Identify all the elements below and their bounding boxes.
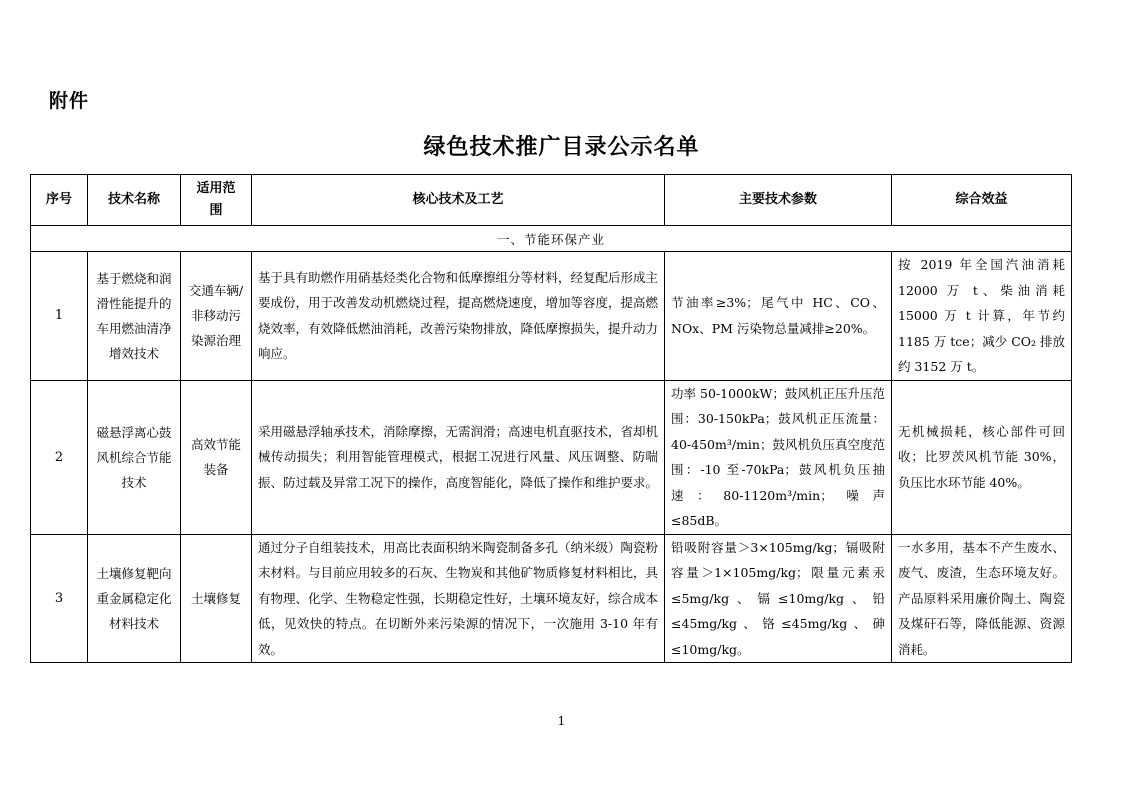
header-name: 技术名称 [88, 175, 181, 226]
core-technology: 采用磁悬浮轴承技术，消除摩擦，无需润滑；高速电机直驱技术，省却机械传动损失；利用智能管理模式，根据工况进行风量、风压调整、防喘振、防过载及异常工况下的操作，高度智能化，降低了操作和维护要求。 [252, 380, 665, 534]
header-no: 序号 [31, 175, 88, 226]
technical-parameters: 功率 50-1000kW；鼓风机正压升压范围：30-150kPa；鼓风机正压流量：40-450m³/min；鼓风机负压真空度范围：-10 至-70kPa；鼓风机负压抽速：80-1120m³/min；噪声≤85dB。 [665, 380, 892, 534]
application-scope: 交通车辆/非移动污染源治理 [181, 252, 252, 381]
core-technology: 通过分子自组装技术，用高比表面积纳米陶瓷制备多孔（纳米级）陶瓷粉末材料。与目前应用较多的石灰、生物炭和其他矿物质修复材料相比，具有物理、化学、生物稳定性强，长期稳定性好，土壤环境友好，综合成本低，见效快的特点。在切断外来污染源的情况下，一次施用 3-10 年有效。 [252, 534, 665, 663]
technical-parameters: 铅吸附容量＞3×105mg/kg；镉吸附容量＞1×105mg/kg；限量元素汞≤5mg/kg、镉≤10mg/kg、铅≤45mg/kg、铬≤45mg/kg、砷≤10mg/kg。 [665, 534, 892, 663]
header-params: 主要技术参数 [665, 175, 892, 226]
table-row [31, 534, 1072, 663]
header-scope: 适用范围 [181, 175, 252, 226]
technical-parameters: 节油率≥3%；尾气中 HC、CO、NOx、PM 污染物总量减排≥20%。 [665, 252, 892, 381]
section-row [31, 226, 1072, 252]
core-technology: 基于具有助燃作用硝基烃类化合物和低摩擦组分等材料，经复配后形成主要成份，用于改善发动机燃烧过程，提高燃烧速度，增加等容度，提高燃烧效率，有效降低燃油消耗，改善污染物排放，降低摩擦损失，提升动力响应。 [252, 252, 665, 381]
page-number: 1 [557, 714, 566, 728]
table-row [31, 252, 1072, 381]
technology-name: 土壤修复靶向重金属稳定化材料技术 [88, 534, 181, 663]
application-scope: 土壤修复 [181, 534, 252, 663]
comprehensive-benefit: 按 2019 年全国汽油消耗 12000 万 t、柴油消耗 15000 万 t 计算，年节约 1185 万 tce；减少 CO₂ 排放约 3152 万 t。 [892, 252, 1072, 381]
document-title: 绿色技术推广目录公示名单 [423, 134, 700, 160]
header-benefit: 综合效益 [892, 175, 1072, 226]
table-row [31, 380, 1072, 534]
table-header-row [31, 175, 1072, 226]
technology-table [30, 174, 1072, 663]
application-scope: 高效节能装备 [181, 380, 252, 534]
comprehensive-benefit: 一水多用，基本不产生废水、废气、废渣，生态环境友好。产品原料采用廉价陶土、陶瓷及煤矸石等，降低能源、资源消耗。 [892, 534, 1072, 663]
row-number: 3 [31, 534, 88, 663]
technology-name: 基于燃烧和润滑性能提升的车用燃油清净增效技术 [88, 252, 181, 381]
technology-name: 磁悬浮离心鼓风机综合节能技术 [88, 380, 181, 534]
attachment-label: 附件 [49, 90, 90, 112]
section-title: 一、节能环保产业 [31, 226, 1072, 252]
row-number: 2 [31, 380, 88, 534]
header-core: 核心技术及工艺 [252, 175, 665, 226]
row-number: 1 [31, 252, 88, 381]
comprehensive-benefit: 无机械损耗，核心部件可回收；比罗茨风机节能 30%，负压比水环节能 40%。 [892, 380, 1072, 534]
